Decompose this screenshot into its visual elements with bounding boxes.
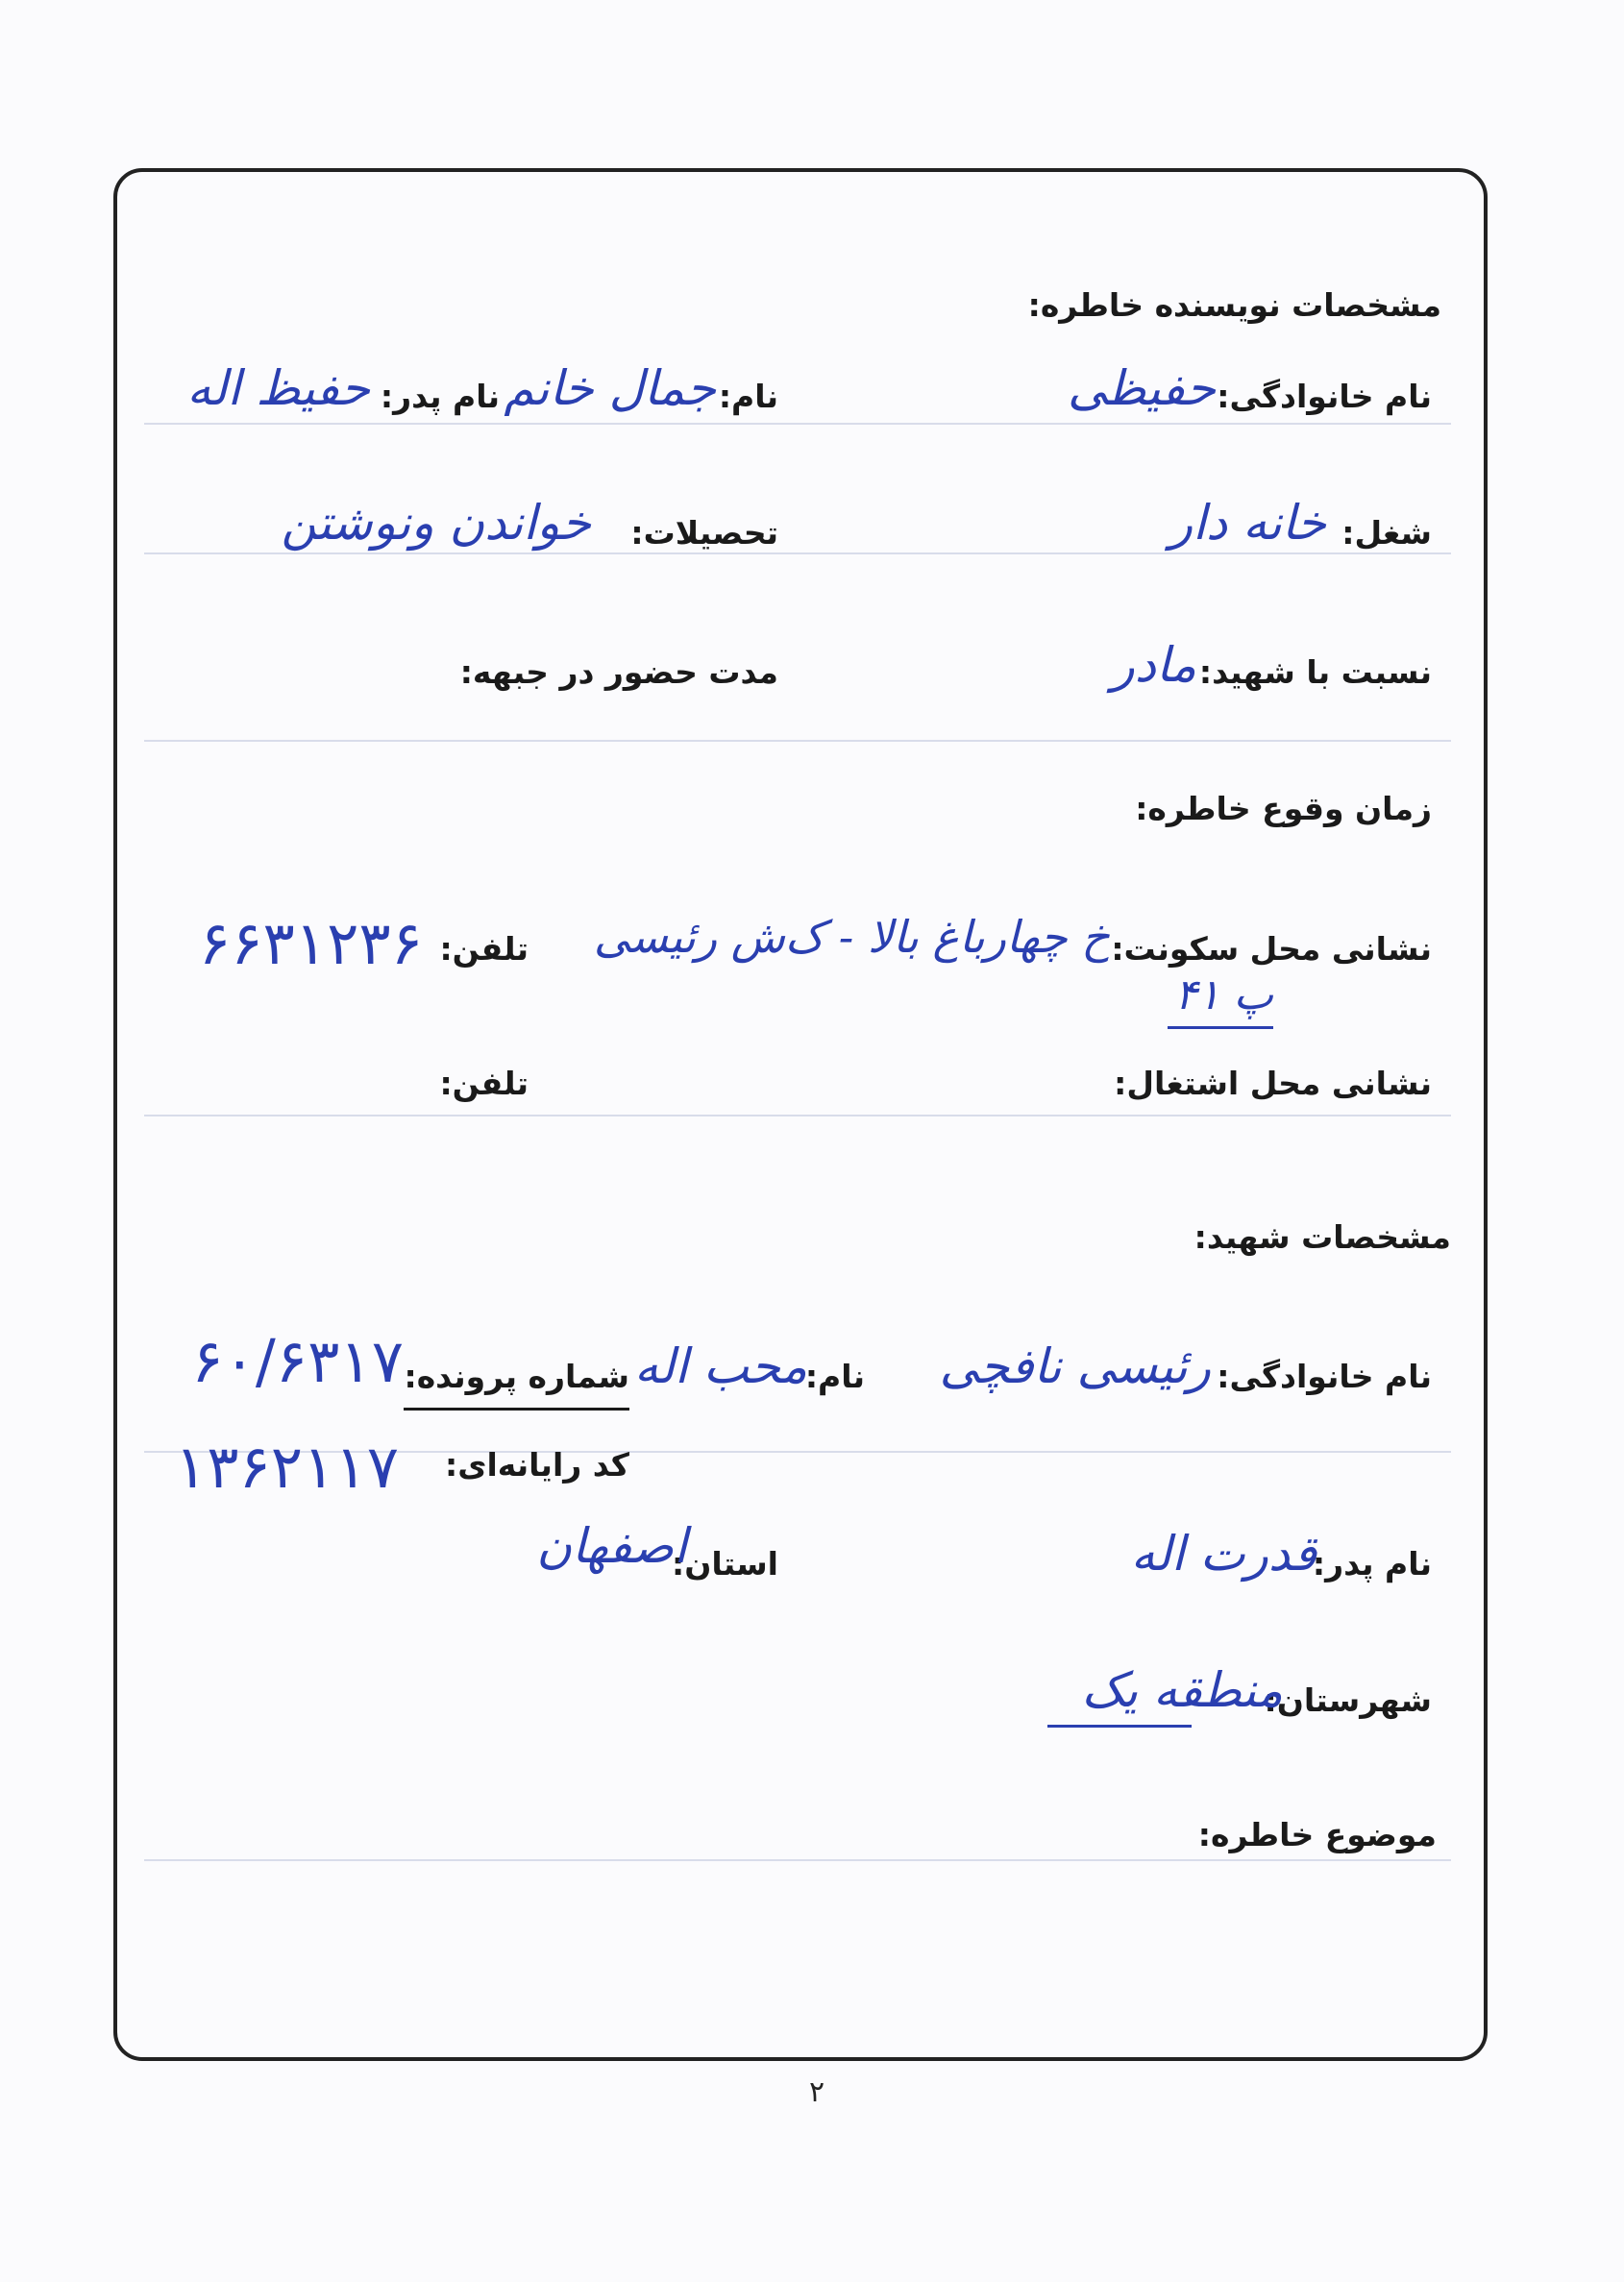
relation-label: نسبت با شهید: — [1198, 653, 1432, 691]
computer-code-value: ۱۳۶۲۱۱۷ — [174, 1432, 399, 1502]
province-value: اصفهان — [536, 1518, 687, 1574]
martyr-father-value: قدرت اله — [1130, 1526, 1316, 1582]
home-address-label: نشانی محل سکونت: — [1111, 930, 1432, 968]
martyr-name-label: نام: — [804, 1358, 865, 1395]
name-value: جمال خانم — [504, 360, 716, 416]
job-value: خانه دار — [1169, 495, 1326, 551]
home-address-value: خ چهارباغ بالا - ک‌ش رئیسی — [593, 911, 1110, 963]
form-border — [113, 168, 1488, 2061]
martyr-family-label: نام خانوادگی: — [1217, 1358, 1432, 1395]
father-label: نام پدر: — [380, 378, 500, 415]
city-underline — [1047, 1725, 1192, 1728]
martyr-father-label: نام پدر: — [1312, 1545, 1432, 1583]
memory-topic-label: موضوع خاطره: — [1197, 1816, 1437, 1853]
education-value: خواندن ونوشتن — [281, 495, 591, 551]
file-number-value: ۶۰/۶۳۱۷ — [191, 1326, 404, 1396]
family-value: حفیظی — [1068, 360, 1216, 416]
home-address-extra: پ ۴۱ — [1174, 970, 1273, 1019]
address-extra-underline — [1168, 1026, 1273, 1029]
relation-value: مادر — [1111, 637, 1196, 693]
file-number-underline — [404, 1408, 629, 1411]
file-number-label: شماره پرونده: — [404, 1358, 629, 1395]
front-duration-label: مدت حضور در جبهه: — [459, 653, 778, 691]
phone-label: تلفن: — [439, 930, 529, 968]
city-value: منطقه یک — [1081, 1662, 1283, 1718]
memory-time-label: زمان وقوع خاطره: — [1135, 790, 1432, 827]
phone-value: ۶۶۳۱۲۳۶ — [198, 908, 423, 978]
father-value: حفیظ اله — [186, 360, 370, 416]
city-label: شهرستان: — [1264, 1681, 1432, 1719]
writer-section-title: مشخصات نویسنده خاطره: — [1027, 286, 1441, 324]
name-label: نام: — [718, 378, 778, 415]
martyr-section-title: مشخصات شهید: — [1193, 1218, 1451, 1256]
province-label: استان: — [672, 1545, 778, 1583]
work-address-label: نشانی محل اشتغال: — [1114, 1065, 1432, 1102]
martyr-name-value: محب اله — [634, 1338, 807, 1394]
education-label: تحصیلات: — [630, 514, 778, 552]
job-label: شغل: — [1341, 514, 1432, 552]
page-number: ۲ — [808, 2075, 825, 2109]
family-label: نام خانوادگی: — [1217, 378, 1432, 415]
work-phone-label: تلفن: — [439, 1065, 529, 1102]
computer-code-label: کد رایانه‌ای: — [445, 1446, 629, 1484]
martyr-family-value: رئیسی نافچی — [939, 1338, 1211, 1394]
